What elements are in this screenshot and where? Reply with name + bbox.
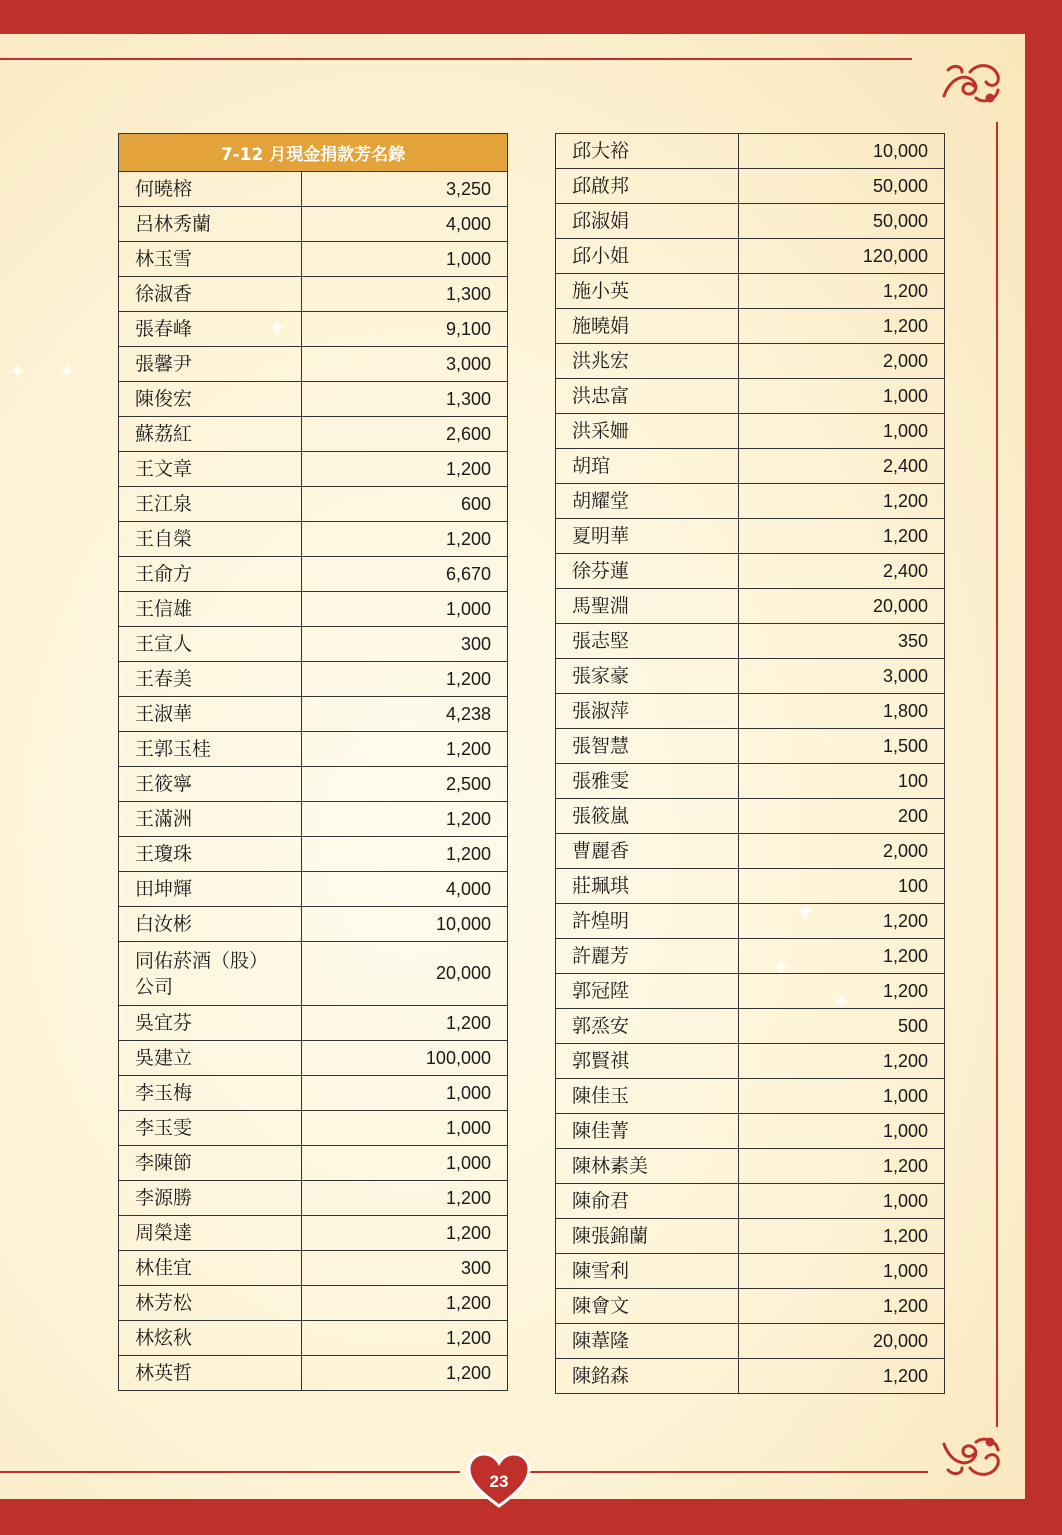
table-row — [556, 799, 945, 834]
table-row — [119, 627, 508, 662]
donor-name: 馬聖淵 — [556, 589, 739, 624]
donation-amount: 1,200 — [739, 519, 945, 554]
table-title: 7-12 月現金捐款芳名錄 — [119, 134, 508, 172]
table-row — [556, 1079, 945, 1114]
donor-name: 陳林素美 — [556, 1149, 739, 1184]
donation-amount: 10,000 — [302, 907, 508, 942]
donation-amount: 1,000 — [739, 1254, 945, 1289]
table-row — [556, 729, 945, 764]
donor-name: 張馨尹 — [119, 347, 302, 382]
table-row — [119, 1076, 508, 1111]
donor-name: 王滿洲 — [119, 802, 302, 837]
donor-name: 林炫秋 — [119, 1321, 302, 1356]
table-row — [119, 1111, 508, 1146]
donation-amount: 120,000 — [739, 239, 945, 274]
donation-amount: 1,200 — [302, 732, 508, 767]
donor-name: 張雅雯 — [556, 764, 739, 799]
table-row — [556, 659, 945, 694]
donation-amount: 2,400 — [739, 449, 945, 484]
table-row — [119, 1181, 508, 1216]
donor-name: 胡琯 — [556, 449, 739, 484]
donor-name: 施小英 — [556, 274, 739, 309]
donation-amount: 1,200 — [302, 1181, 508, 1216]
donor-name: 呂林秀蘭 — [119, 207, 302, 242]
donor-name: 蘇荔紅 — [119, 417, 302, 452]
donor-name: 田坤輝 — [119, 872, 302, 907]
donor-name: 李源勝 — [119, 1181, 302, 1216]
donation-amount: 500 — [739, 1009, 945, 1044]
table-row — [119, 242, 508, 277]
donation-amount: 20,000 — [302, 942, 508, 1006]
donor-name: 王文章 — [119, 452, 302, 487]
table-row — [556, 519, 945, 554]
table-row — [556, 869, 945, 904]
bottom-rule-line — [530, 1471, 928, 1473]
table-row — [119, 487, 508, 522]
donation-amount: 1,200 — [302, 1216, 508, 1251]
table-row — [119, 522, 508, 557]
donation-amount: 100,000 — [302, 1041, 508, 1076]
donation-amount: 1,200 — [302, 802, 508, 837]
donor-name: 李玉梅 — [119, 1076, 302, 1111]
donor-name: 王春美 — [119, 662, 302, 697]
donor-name: 王郭玉桂 — [119, 732, 302, 767]
bottom-rule-line — [0, 1471, 460, 1473]
donation-amount: 1,500 — [739, 729, 945, 764]
donation-amount: 3,250 — [302, 172, 508, 207]
table-row — [556, 554, 945, 589]
donation-amount: 2,500 — [302, 767, 508, 802]
table-row — [119, 1286, 508, 1321]
donation-amount: 4,238 — [302, 697, 508, 732]
table-row — [119, 1146, 508, 1181]
donor-name: 胡耀堂 — [556, 484, 739, 519]
donation-amount: 100 — [739, 764, 945, 799]
table-row — [556, 1044, 945, 1079]
table-row — [556, 1149, 945, 1184]
donor-name: 白汝彬 — [119, 907, 302, 942]
donor-name: 王江泉 — [119, 487, 302, 522]
donor-name: 張淑萍 — [556, 694, 739, 729]
donor-name: 陳葦隆 — [556, 1324, 739, 1359]
top-rule-line — [0, 58, 912, 60]
table-row — [556, 1219, 945, 1254]
donor-name: 夏明華 — [556, 519, 739, 554]
table-row — [119, 872, 508, 907]
donation-amount: 1,200 — [739, 1219, 945, 1254]
table-row — [556, 344, 945, 379]
donor-name: 邱小姐 — [556, 239, 739, 274]
sparkle-decoration: ✦ — [268, 316, 287, 341]
donation-amount: 1,200 — [739, 1149, 945, 1184]
table-row — [556, 449, 945, 484]
table-row — [119, 942, 508, 1006]
table-row — [119, 347, 508, 382]
page-number: 23 — [489, 1472, 509, 1491]
donor-name: 許煌明 — [556, 904, 739, 939]
donation-amount: 1,000 — [302, 242, 508, 277]
donation-amount: 20,000 — [739, 589, 945, 624]
table-row — [556, 1254, 945, 1289]
table-row — [119, 662, 508, 697]
donation-amount: 1,200 — [302, 1006, 508, 1041]
sparkle-decoration: ✦ — [832, 990, 851, 1015]
table-row — [556, 274, 945, 309]
donor-name: 王瓊珠 — [119, 837, 302, 872]
donation-amount: 1,000 — [739, 1079, 945, 1114]
donor-name: 王俞方 — [119, 557, 302, 592]
donor-name: 陳張錦蘭 — [556, 1219, 739, 1254]
donation-amount: 4,000 — [302, 872, 508, 907]
donation-amount: 3,000 — [302, 347, 508, 382]
donation-amount: 1,200 — [302, 1286, 508, 1321]
donation-amount: 1,300 — [302, 382, 508, 417]
donor-name: 吳宜芬 — [119, 1006, 302, 1041]
donation-amount: 1,000 — [739, 414, 945, 449]
donation-amount: 200 — [739, 799, 945, 834]
flourish-ornament-icon — [940, 58, 1002, 108]
donor-name: 李陳節 — [119, 1146, 302, 1181]
donor-name: 邱大裕 — [556, 134, 739, 169]
donation-amount: 1,200 — [302, 1356, 508, 1391]
table-row — [119, 312, 508, 347]
donation-amount: 1,200 — [739, 274, 945, 309]
donation-table-right — [555, 133, 945, 1394]
donation-amount: 600 — [302, 487, 508, 522]
donor-name: 陳會文 — [556, 1289, 739, 1324]
right-rule-line — [996, 122, 998, 1427]
donation-amount: 300 — [302, 627, 508, 662]
table-row — [119, 452, 508, 487]
donor-name: 林玉雪 — [119, 242, 302, 277]
table-row — [556, 1324, 945, 1359]
table-row — [119, 1251, 508, 1286]
table-row — [119, 172, 508, 207]
donation-amount: 4,000 — [302, 207, 508, 242]
donation-amount: 1,300 — [302, 277, 508, 312]
table-row — [556, 904, 945, 939]
table-row — [556, 204, 945, 239]
donation-amount: 50,000 — [739, 204, 945, 239]
donation-amount: 2,000 — [739, 834, 945, 869]
donor-name: 張家豪 — [556, 659, 739, 694]
donation-amount: 1,000 — [739, 1114, 945, 1149]
table-row — [119, 592, 508, 627]
table-row — [556, 414, 945, 449]
donation-amount: 1,200 — [739, 309, 945, 344]
donor-name: 洪采姍 — [556, 414, 739, 449]
donor-name: 張春峰 — [119, 312, 302, 347]
table-row — [556, 1114, 945, 1149]
donor-name: 洪忠富 — [556, 379, 739, 414]
donation-amount: 1,200 — [739, 1359, 945, 1394]
donor-name: 施曉娟 — [556, 309, 739, 344]
donor-name: 許麗芳 — [556, 939, 739, 974]
table-row — [556, 1184, 945, 1219]
donor-name: 吳建立 — [119, 1041, 302, 1076]
table-row — [119, 557, 508, 592]
donation-amount: 1,200 — [302, 837, 508, 872]
table-row — [556, 1009, 945, 1044]
donor-name: 李玉雯 — [119, 1111, 302, 1146]
donation-amount: 2,600 — [302, 417, 508, 452]
donation-amount: 50,000 — [739, 169, 945, 204]
table-row — [556, 624, 945, 659]
donation-amount: 10,000 — [739, 134, 945, 169]
donor-name: 洪兆宏 — [556, 344, 739, 379]
sparkle-decoration: ✦ — [796, 900, 815, 925]
table-row — [119, 1006, 508, 1041]
donor-name: 郭烝安 — [556, 1009, 739, 1044]
table-row — [119, 382, 508, 417]
donor-name: 郭冠陞 — [556, 974, 739, 1009]
donation-amount: 1,200 — [302, 452, 508, 487]
donor-name: 王淑華 — [119, 697, 302, 732]
table-row — [556, 309, 945, 344]
donor-name: 陳雪利 — [556, 1254, 739, 1289]
table-row — [556, 1359, 945, 1394]
donor-name: 莊珮琪 — [556, 869, 739, 904]
donor-name: 周榮達 — [119, 1216, 302, 1251]
donation-amount: 1,000 — [302, 592, 508, 627]
donation-amount: 1,200 — [739, 1044, 945, 1079]
donation-amount: 2,000 — [739, 344, 945, 379]
table-row — [556, 834, 945, 869]
table-row — [119, 802, 508, 837]
donor-name: 陳佳菁 — [556, 1114, 739, 1149]
table-row — [119, 1041, 508, 1076]
donor-name: 徐芬蓮 — [556, 554, 739, 589]
donation-amount: 9,100 — [302, 312, 508, 347]
donation-amount: 1,200 — [302, 1321, 508, 1356]
donation-amount: 1,000 — [739, 1184, 945, 1219]
table-row — [119, 697, 508, 732]
donor-name: 王宣人 — [119, 627, 302, 662]
donation-amount: 1,000 — [302, 1111, 508, 1146]
donation-amount: 1,200 — [302, 662, 508, 697]
donor-name: 陳俞君 — [556, 1184, 739, 1219]
donation-amount: 3,000 — [739, 659, 945, 694]
table-row — [119, 417, 508, 452]
table-row — [556, 589, 945, 624]
table-row — [556, 239, 945, 274]
donation-amount: 1,000 — [739, 379, 945, 414]
donation-amount: 1,000 — [302, 1146, 508, 1181]
donation-amount: 1,000 — [302, 1076, 508, 1111]
donor-name: 同佑菸酒（股） 公司 — [119, 942, 302, 1006]
table-row — [556, 694, 945, 729]
table-row — [119, 1216, 508, 1251]
donation-amount: 300 — [302, 1251, 508, 1286]
table-row — [119, 732, 508, 767]
donation-amount: 2,400 — [739, 554, 945, 589]
donor-name: 王自榮 — [119, 522, 302, 557]
table-row — [556, 484, 945, 519]
donor-name: 林英哲 — [119, 1356, 302, 1391]
donor-name: 曹麗香 — [556, 834, 739, 869]
donation-amount: 350 — [739, 624, 945, 659]
donation-table-left — [118, 133, 508, 1391]
donation-amount: 1,200 — [739, 484, 945, 519]
donor-name: 張志堅 — [556, 624, 739, 659]
donor-name: 何曉榕 — [119, 172, 302, 207]
donor-name: 林佳宜 — [119, 1251, 302, 1286]
donor-name: 邱淑娟 — [556, 204, 739, 239]
table-row — [556, 134, 945, 169]
donor-name: 張智慧 — [556, 729, 739, 764]
donation-amount: 1,200 — [302, 522, 508, 557]
donation-amount: 1,200 — [739, 974, 945, 1009]
donor-name: 王信雄 — [119, 592, 302, 627]
donor-name: 陳佳玉 — [556, 1079, 739, 1114]
donor-name: 王筱寧 — [119, 767, 302, 802]
donor-name: 張筱嵐 — [556, 799, 739, 834]
donor-name: 陳俊宏 — [119, 382, 302, 417]
table-row — [119, 277, 508, 312]
donor-name: 林芳松 — [119, 1286, 302, 1321]
donation-amount: 20,000 — [739, 1324, 945, 1359]
donor-name: 邱啟邦 — [556, 169, 739, 204]
table-row — [119, 207, 508, 242]
table-row — [119, 1321, 508, 1356]
table-row — [119, 767, 508, 802]
table-row — [119, 1356, 508, 1391]
donation-amount: 1,200 — [739, 904, 945, 939]
table-row — [556, 169, 945, 204]
sparkle-decoration: ✦ — [58, 360, 77, 385]
table-row — [556, 379, 945, 414]
donation-amount: 1,200 — [739, 1289, 945, 1324]
table-row — [119, 837, 508, 872]
sparkle-decoration: ✦ — [772, 956, 791, 981]
table-row — [556, 1289, 945, 1324]
table-row — [556, 764, 945, 799]
table-row — [119, 907, 508, 942]
donation-amount: 1,200 — [739, 939, 945, 974]
table-row — [556, 974, 945, 1009]
donation-amount: 100 — [739, 869, 945, 904]
sparkle-decoration: ✦ — [8, 360, 27, 385]
flourish-ornament-icon — [940, 1432, 1002, 1482]
donation-amount: 1,800 — [739, 694, 945, 729]
donor-name: 陳銘森 — [556, 1359, 739, 1394]
table-row — [556, 939, 945, 974]
donor-name: 郭賢祺 — [556, 1044, 739, 1079]
donation-amount: 6,670 — [302, 557, 508, 592]
donor-name: 徐淑香 — [119, 277, 302, 312]
